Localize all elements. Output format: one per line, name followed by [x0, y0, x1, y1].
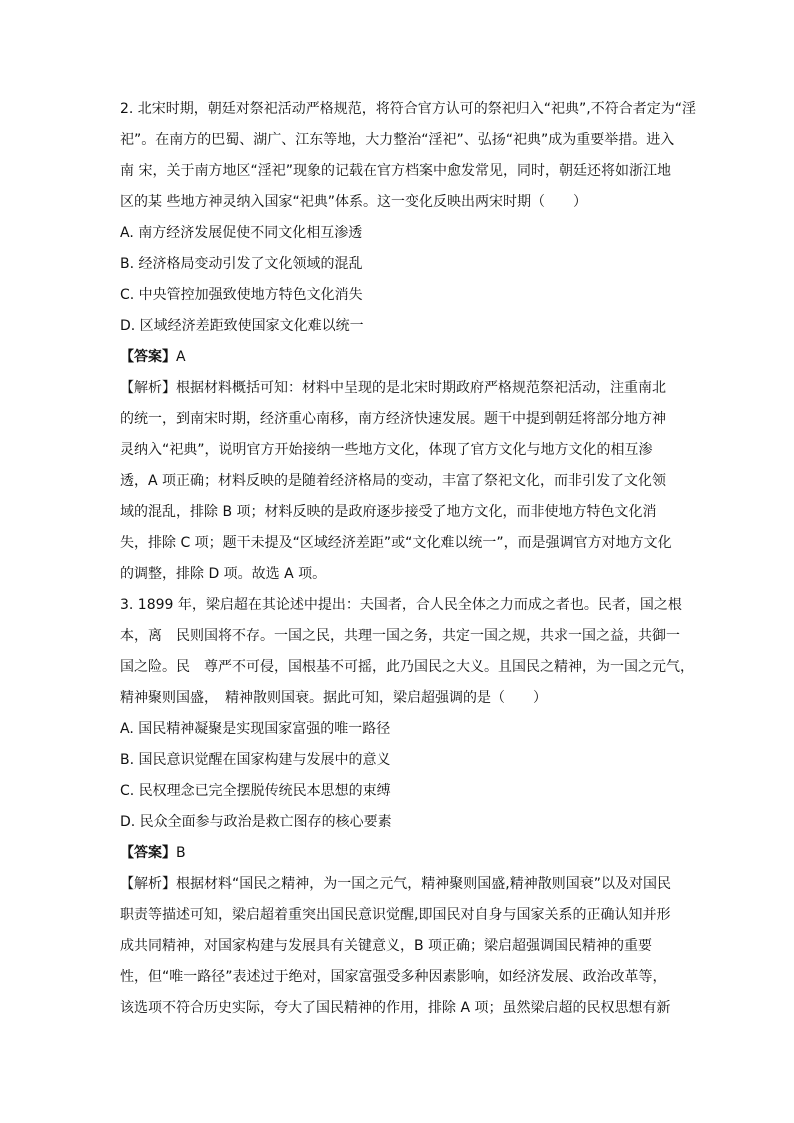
stem-line: 南 宋，关于南方地区“淫祀”现象的记载在官方档案中愈发常见，同时，朝廷还将如浙江地 [120, 163, 671, 179]
analysis-line: 的统一，到南宋时期，经济重心南移，南方经济快速发展。题干中提到朝廷将部分地方神 [120, 411, 666, 427]
analysis-line: 职责等描述可知，梁启超着重突出国民意识觉醒,即国民对自身与国家关系的正确认知并形 [120, 907, 671, 923]
analysis-line: 【解析】根据材料“国民之精神，为一国之元气，精神聚则国盛,精神散则国衰”以及对国民 [120, 876, 671, 892]
analysis-line: 透，A 项正确；材料反映的是随着经济格局的变动，丰富了祭祀文化，而非引发了文化领 [120, 473, 667, 489]
analysis-line: 失，排除 C 项；题干未提及“区域经济差距”或“文化难以统一”，而是强调官方对地方文化 [120, 535, 672, 551]
option-d: D. 民众全面参与政治是救亡图存的核心要素 [120, 814, 392, 830]
stem-line: 2. 北宋时期，朝廷对祭祀活动严格规范，将符合官方认可的祭祀归入“祀典”,不符合者定为“淫 [120, 101, 697, 117]
option-b: B. 国民意识觉醒在国家构建与发展中的意义 [120, 752, 391, 768]
option-b: B. 经济格局变动引发了文化领域的混乱 [120, 256, 363, 272]
analysis-line: 成共同精神，对国家构建与发展具有关键意义，B 项正确；梁启超强调国民精神的重要 [120, 938, 653, 954]
answer-label: 【答案】 [120, 845, 176, 861]
stem-line: 祀”。在南方的巴蜀、湖广、江东等地，大力整治“淫祀”、弘扬“祀典”成为重要举措。进入 [120, 132, 675, 148]
question-3-options [120, 714, 676, 838]
question-3-analysis [120, 869, 676, 1024]
question-2-options [120, 218, 676, 342]
answer-label: 【答案】 [120, 349, 176, 365]
stem-line: 本，离 民则国将不存。一国之民，共理一国之务，共定一国之规，共求一国之益，共御一 [120, 628, 680, 644]
document-page [120, 94, 697, 1024]
question-2-stem [120, 94, 697, 218]
option-a: A. 国民精神凝聚是实现国家富强的唯一路径 [120, 721, 391, 737]
question-2-analysis [120, 373, 676, 590]
analysis-line: 域的混乱，排除 B 项；材料反映的是政府逐步接受了地方文化，而非使地方特色文化消 [120, 504, 657, 520]
stem-line: 国之险。民 尊严不可侵，国根基不可摇，此乃国民之大义。且国民之精神，为一国之元气， [120, 659, 694, 675]
stem-line: 精神聚则国盛， 精神散则国衰。据此可知，梁启超强调的是（ ） [120, 690, 547, 706]
answer-value: B [176, 845, 186, 861]
question-3-stem [120, 590, 694, 714]
question-2-answer [120, 342, 676, 373]
stem-line: 3. 1899 年，梁启超在其论述中提出：夫国者，合人民全体之力而成之者也。民者，国之根 [120, 597, 682, 613]
option-c: C. 民权理念已完全摆脱传统民本思想的束缚 [120, 783, 391, 799]
option-a: A. 南方经济发展促使不同文化相互渗透 [120, 225, 363, 241]
analysis-line: 该选项不符合历史实际，夸大了国民精神的作用，排除 A 项；虽然梁启超的民权思想有新 [120, 1000, 671, 1016]
option-c: C. 中央管控加强致使地方特色文化消失 [120, 287, 363, 303]
question-2 [120, 94, 697, 590]
stem-line: 区的某 些地方神灵纳入国家“祀典”体系。这一变化反映出两宋时期（ ） [120, 194, 587, 210]
option-d: D. 区域经济差距致使国家文化难以统一 [120, 318, 364, 334]
analysis-line: 灵纳入“祀典”，说明官方开始接纳一些地方文化，体现了官方文化与地方文化的相互渗 [120, 442, 653, 458]
question-3 [120, 590, 694, 1024]
answer-value: A [176, 349, 186, 365]
analysis-line: 的调整，排除 D 项。故选 A 项。 [120, 566, 327, 582]
analysis-line: 【解析】根据材料概括可知：材料中呈现的是北宋时期政府严格规范祭祀活动，注重南北 [120, 380, 666, 396]
analysis-line: 性，但“唯一路径”表述过于绝对，国家富强受多种因素影响，如经济发展、政治改革等， [120, 969, 667, 985]
question-3-answer [120, 838, 676, 869]
